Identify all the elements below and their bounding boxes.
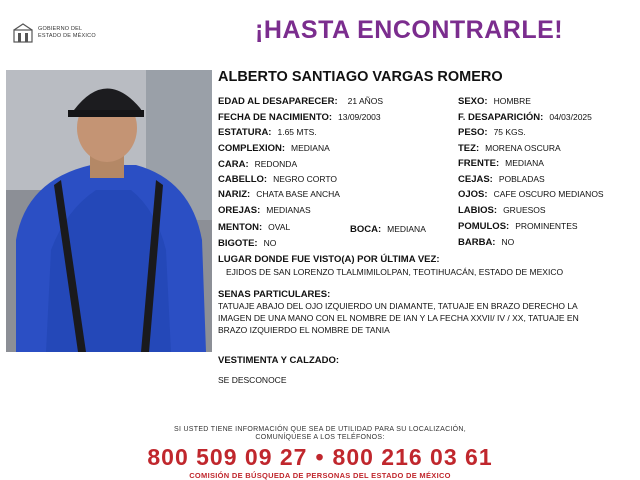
- senas-line-3: BRAZO IZQUIERDO EL NOMBRE DE TANIA: [218, 325, 390, 335]
- field-barba: [458, 237, 514, 248]
- seal-icon: [12, 22, 34, 44]
- field-label: TEZ:: [458, 143, 480, 154]
- field-cara: [218, 159, 297, 170]
- field-value: 21 AÑOS: [347, 96, 384, 106]
- commission-name: COMISIÓN DE BÚSQUEDA DE PERSONAS DEL ESTADO DE MÉXICO: [189, 471, 451, 480]
- missing-person-photo: [6, 70, 212, 352]
- field-estatura: [218, 127, 317, 138]
- logo-text: [38, 26, 96, 40]
- field-label: BIGOTE:: [218, 238, 258, 249]
- field-label: BOCA:: [350, 224, 382, 235]
- field-value: MEDIANA: [505, 158, 544, 168]
- field-label: PESO:: [458, 127, 488, 138]
- field-cejas: [458, 174, 545, 185]
- phone-numbers: [0, 444, 640, 471]
- field-label: FRENTE:: [458, 158, 500, 169]
- phone-2[interactable]: 800 216 03 61: [332, 444, 493, 470]
- field-label: FECHA DE NACIMIENTO:: [218, 112, 332, 123]
- field-f-desaparicion: [458, 112, 592, 123]
- field-value: NEGRO CORTO: [273, 174, 337, 184]
- field-bigote: [218, 238, 276, 249]
- logo-line-1: GOBIERNO DEL: [38, 26, 83, 32]
- field-value: MEDIANAS: [266, 205, 311, 215]
- field-value: NO: [501, 237, 515, 247]
- field-label: CEJAS:: [458, 174, 493, 185]
- field-tez: [458, 143, 561, 154]
- field-complexion: [218, 143, 330, 154]
- field-value: HOMBRE: [493, 96, 531, 106]
- field-value: CHATA BASE ANCHA: [256, 189, 340, 199]
- field-ojos: [458, 189, 604, 200]
- field-label: CABELLO:: [218, 174, 268, 185]
- headline: ¡HASTA ENCONTRARLE!: [255, 16, 564, 44]
- vestimenta-title: VESTIMENTA Y CALZADO:: [218, 355, 340, 366]
- footer-note-2: COMUNÍQUESE A LOS TELÉFONOS:: [255, 434, 385, 441]
- vestimenta-text: SE DESCONOCE: [218, 375, 287, 385]
- field-labios: [458, 205, 546, 216]
- person-name: ALBERTO SANTIAGO VARGAS ROMERO: [218, 69, 503, 85]
- phone-1[interactable]: 800 509 09 27: [147, 444, 308, 470]
- field-label: ESTATURA:: [218, 127, 272, 138]
- field-value: REDONDA: [254, 159, 298, 169]
- field-label: F. DESAPARICIÓN:: [458, 112, 544, 123]
- field-label: OJOS:: [458, 189, 488, 200]
- field-value: NO: [263, 238, 277, 248]
- lugar-text: EJIDOS DE SAN LORENZO TLALMIMILOLPAN, TEOTIHUACÁN, ESTADO DE MEXICO: [226, 267, 564, 277]
- field-label: POMULOS:: [458, 221, 510, 232]
- field-frente: [458, 158, 544, 169]
- field-cabello: [218, 174, 337, 185]
- field-value: 13/09/2003: [338, 112, 381, 122]
- field-value: MEDIANA: [387, 224, 426, 234]
- senas-line-2: IMAGEN DE UNA MANO CON EL NOMBRE DE IAN Y LA FECHA XXVII/ IV / XX, TATUAJE EN: [218, 313, 579, 323]
- field-menton: [218, 222, 290, 233]
- field-label: OREJAS:: [218, 205, 261, 216]
- field-edad: [218, 96, 383, 107]
- field-value: 04/03/2025: [549, 112, 592, 122]
- field-label: NARIZ:: [218, 189, 251, 200]
- field-boca: [350, 224, 426, 235]
- field-label: CARA:: [218, 159, 249, 170]
- field-peso: [458, 127, 526, 138]
- logo-line-2: ESTADO DE MÉXICO: [38, 33, 96, 39]
- field-value: POBLADAS: [498, 174, 545, 184]
- field-label: COMPLEXION:: [218, 143, 286, 154]
- field-value: OVAL: [268, 222, 291, 232]
- field-label: MENTON:: [218, 222, 263, 233]
- field-value: 1.65 MTS.: [277, 127, 317, 137]
- footer-note-1: SI USTED TIENE INFORMACIÓN QUE SEA DE UTILIDAD PARA SU LOCALIZACIÓN,: [173, 426, 467, 433]
- field-value: 75 KGS.: [493, 127, 526, 137]
- government-logo: [12, 22, 96, 44]
- field-value: CAFE OSCURO MEDIANOS: [493, 189, 604, 199]
- field-label: EDAD AL DESAPARECER:: [218, 96, 338, 107]
- field-value: GRUESOS: [503, 205, 546, 215]
- senas-title: SENAS PARTICULARES:: [218, 289, 331, 300]
- field-fecha-nacimiento: [218, 112, 381, 123]
- field-pomulos: [458, 221, 578, 232]
- person-photo-illustration: [6, 70, 212, 352]
- lugar-title: LUGAR DONDE FUE VISTO(A) POR ÚLTIMA VEZ:: [218, 254, 440, 265]
- senas-line-1: TATUAJE ABAJO DEL OJO IZQUIERDO UN DIAMANTE, TATUAJE EN BRAZO DERECHO LA: [218, 301, 578, 311]
- field-orejas: [218, 205, 311, 216]
- field-value: MEDIANA: [291, 143, 330, 153]
- phone-separator: •: [315, 444, 325, 470]
- field-value: PROMINENTES: [515, 221, 578, 231]
- field-value: MORENA OSCURA: [485, 143, 561, 153]
- field-nariz: [218, 189, 340, 200]
- field-label: LABIOS:: [458, 205, 498, 216]
- field-sexo: [458, 96, 531, 107]
- field-label: BARBA:: [458, 237, 496, 248]
- field-label: SEXO:: [458, 96, 488, 107]
